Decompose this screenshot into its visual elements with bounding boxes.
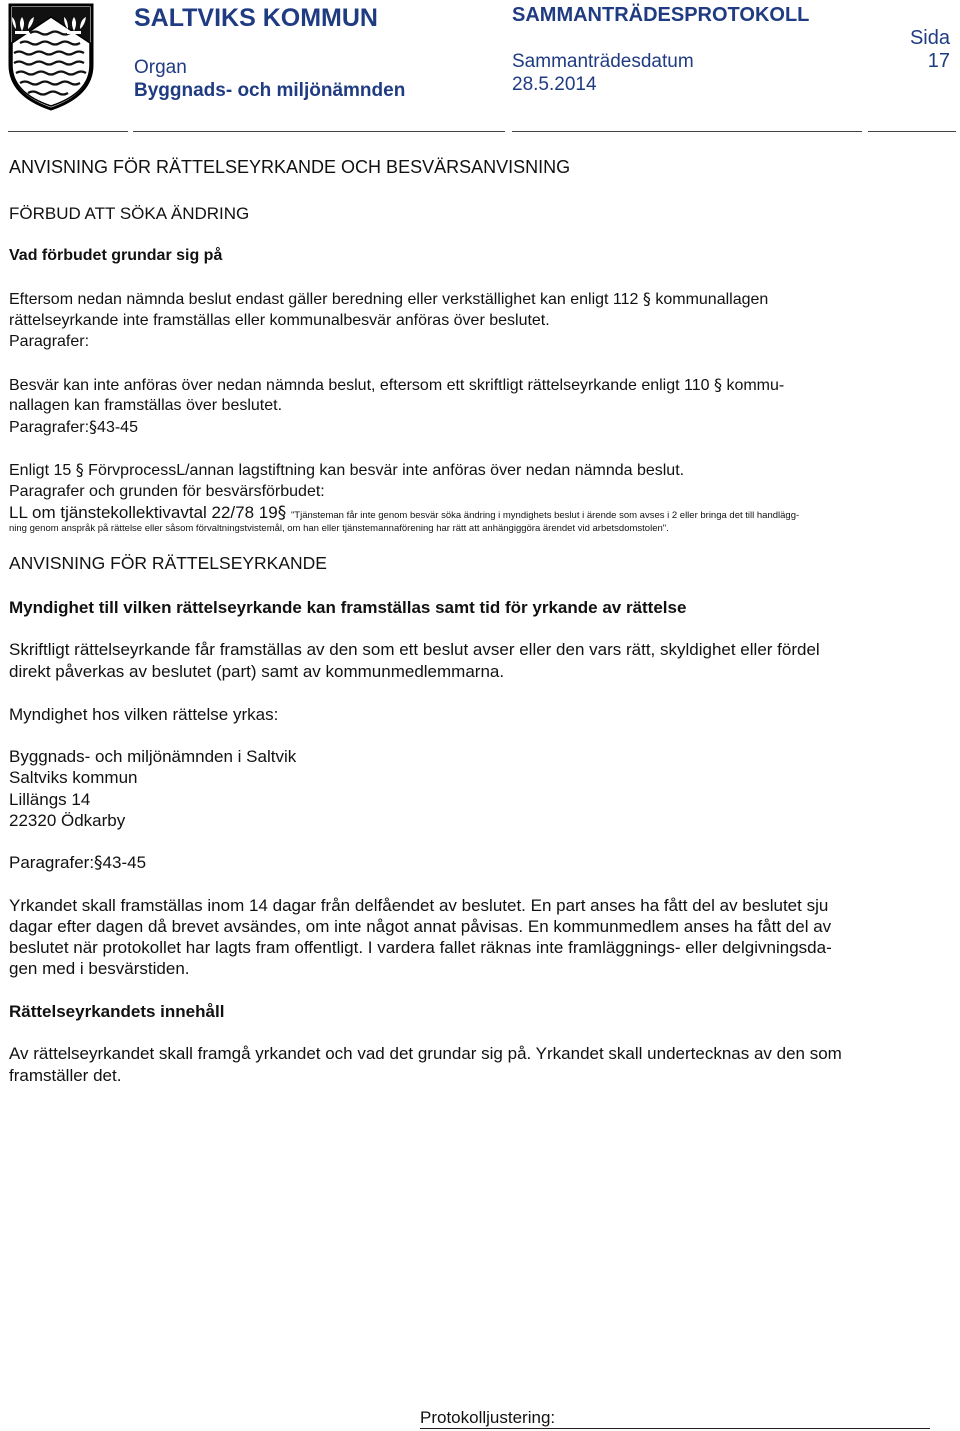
paragraph-forbud-2-cont: nallagen kan framställas över beslutet. [9,397,283,414]
innehall-line: Av rättelseyrkandet skall framgå yrkandet och vad det grundar sig på. Yrkandet skall undertecknas av den som [9,1044,842,1063]
paragraph-forbud-1-cont: rättelseyrkande inte framställas eller kommunalbesvär anföras över beslutet. [9,312,550,329]
skriftligt-line-2: direkt påverkas av beslutet (part) samt av kommunmedlemmarna. [9,662,505,681]
header-divider [868,131,956,132]
document-subtitle: FÖRBUD ATT SÖKA ÄNDRING [9,204,250,223]
page-number: 17 [927,50,950,72]
myndighet-heading: Myndighet till vilken rättelseyrkande kan framställas samt tid för yrkande av rättelse [9,598,687,617]
anvisning-title: ANVISNING FÖR RÄTTELSEYRKANDE [9,553,327,573]
address-line: Lillängs 14 [9,790,91,809]
document-title: ANVISNING FÖR RÄTTELSEYRKANDE OCH BESVÄRSANVISNING [9,157,571,177]
paragraph-label: Paragrafer:§43-45 [9,853,147,873]
protocol-title: SAMMANTRÄDESPROTOKOLL [512,4,810,26]
address-line: Saltviks kommun [9,768,138,787]
meeting-date-label: Sammanträdesdatum [512,51,694,72]
paragraph-label: Paragrafer: [9,333,90,350]
paragraph-label: Paragrafer och grunden för besvärsförbudet: [9,483,325,500]
address-line: 22320 Ödkarby [9,811,126,830]
yrkandet-line: dagar efter dagen då brevet avsändes, om inte något annat påvisas. En kommunmedlem anses ha fått del av [9,917,832,936]
innehall-line: framställer det. [9,1066,122,1085]
paragraph-forbud-1: Eftersom nedan nämnda beslut endast gäller beredning eller verkställighet kan enligt 112 § kommunallagen [9,289,769,308]
skriftligt-line-1: Skriftligt rättelseyrkande får framställas av den som ett beslut avser eller den vars rätt, skyldighet eller fördel [9,640,820,659]
myndighet-hos-label: Myndighet hos vilken rättelse yrkas: [9,705,279,724]
meeting-date-value: 28.5.2014 [512,74,597,95]
page-label: Sida [909,27,950,49]
header-divider [512,131,862,132]
header-divider [8,131,128,132]
protokolljustering-label: Protokolljustering: [420,1408,556,1427]
organ-value: Byggnads- och miljönämnden [134,80,406,101]
paragraph-forbud-3: Enligt 15 § FörvprocessL/annan lagstiftning kan besvär inte anföras över nedan nämnda beslut. [9,460,685,479]
municipality-coat-of-arms-icon [8,3,94,111]
yrkandet-line: Yrkandet skall framställas inom 14 dagar från delfåendet av beslutet. En part anses ha fått del av beslutet sju [9,896,829,915]
signature-line[interactable] [420,1428,930,1429]
law-reference: LL om tjänstekollektivavtal 22/78 19§ "Tjänsteman får inte genom besvär söka ändring i myndighets beslut i ärende som avses i 2 eller bringa det till handlägg- [9,503,800,523]
header-divider [133,131,505,132]
yrkandet-line: beslutet när protokollet har lagts fram offentligt. I vardera fallet räknas inte framläggnings- eller delgivningsda- [9,938,832,957]
law-quote-cont: ning genom anspråk på rättelse eller såsom förvaltningstvistemål, om han eller tjänstemannaförening har rätt att anhängiggöra ärendet vid arbetsdomstolen". [9,523,669,534]
municipality-name: SALTVIKS KOMMUN [134,4,378,32]
paragraph-label: Paragrafer:§43-45 [9,417,138,436]
paragraph-forbud-2: Besvär kan inte anföras över nedan nämnda beslut, eftersom ett skriftligt rättelseyrkande enligt 110 § kommu- [9,375,785,394]
innehall-heading: Rättelseyrkandets innehåll [9,1002,225,1021]
address-line: Byggnads- och miljönämnden i Saltvik [9,747,297,766]
section-heading: Vad förbudet grundar sig på [9,247,223,264]
yrkandet-line: gen med i besvärstiden. [9,959,190,978]
organ-label: Organ [134,57,187,78]
